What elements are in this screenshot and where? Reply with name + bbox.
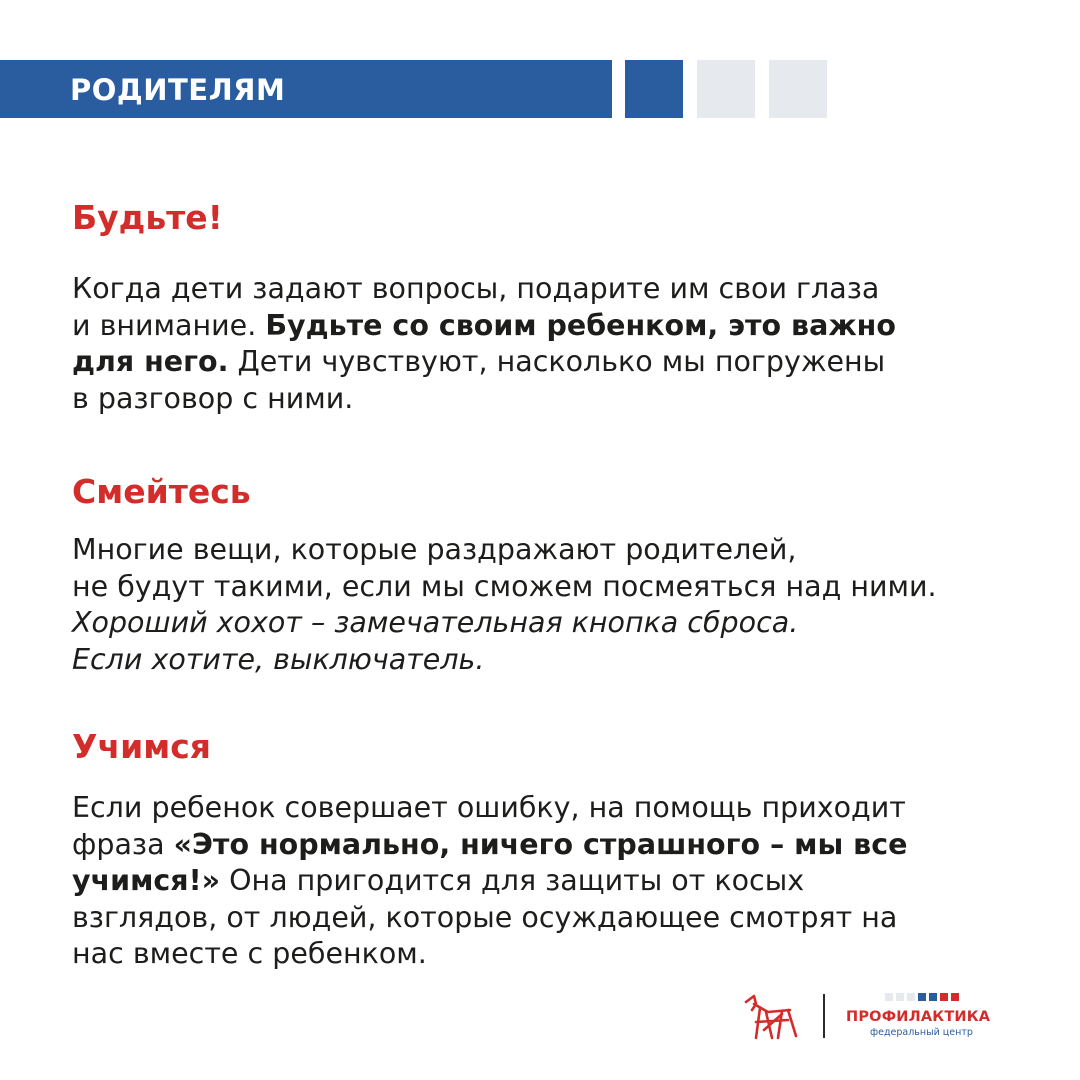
header-square-3 [769, 60, 827, 118]
brand-stripes [885, 993, 961, 1003]
text-run: не будут такими, если мы сможем посмеяться над ними. [72, 569, 937, 603]
text-line [72, 569, 1062, 606]
text-run: Когда дети задают вопросы, подарите им свои глаза [72, 272, 880, 305]
italic-text: Если хотите, выключатель. [72, 642, 485, 676]
section-text-bud-te [72, 271, 1062, 417]
text-run: нас вместе с ребенком. [72, 937, 427, 970]
horse-icon [742, 992, 800, 1040]
text-line [72, 827, 1062, 864]
text-run: Она пригодится для защиты от косых [220, 864, 805, 897]
section-title-uchimsya: Учимся [72, 727, 211, 766]
text-line [72, 308, 1062, 345]
brand-name: ПРОФИЛАКТИКА [846, 1009, 991, 1025]
text-run: Многие вещи, которые раздражают родителей, [72, 533, 797, 566]
text-line [72, 381, 1062, 418]
text-line [72, 642, 1062, 679]
text-line [72, 605, 1062, 642]
text-run: фраза [72, 827, 174, 861]
text-line [72, 344, 1062, 381]
brand-stripe [907, 993, 915, 1001]
text-run: и внимание. [72, 308, 266, 342]
brand-stripe [885, 993, 893, 1001]
section-title-smeytes: Смейтесь [72, 472, 251, 511]
brand-subtitle: федеральный центр [870, 1027, 973, 1038]
section-text-uchimsya [72, 790, 1062, 973]
section-text-smeytes [72, 532, 1062, 678]
page-title: РОДИТЕЛЯМ [70, 73, 286, 107]
bold-text: Будьте со своим ребенком, это важно [265, 308, 896, 342]
text-line [72, 863, 1062, 900]
brand-stripe [951, 993, 959, 1001]
section-title-bud-te: Будьте! [72, 198, 223, 237]
brand-stripe [896, 993, 904, 1001]
bold-text: для него. [72, 345, 229, 378]
brand-stripe [918, 993, 926, 1001]
text-run: Если ребенок совершает ошибку, на помощь приходит [72, 791, 906, 824]
text-line [72, 532, 1062, 569]
text-run: в разговор с ними. [72, 381, 354, 415]
brand-stripe [929, 993, 937, 1001]
brand-stripe [940, 993, 948, 1001]
bold-text: учимся!» [72, 864, 221, 897]
bold-text: «Это нормально, ничего страшного – мы все [173, 827, 908, 861]
text-run: взглядов, от людей, которые осуждающее смотрят на [72, 900, 898, 934]
header-square-1 [625, 60, 683, 118]
italic-text: Хороший хохот – замечательная кнопка сброса. [72, 606, 799, 639]
footer-divider [823, 994, 825, 1038]
text-run: Дети чувствуют, насколько мы погружены [228, 345, 886, 378]
text-line [72, 271, 1062, 308]
text-line [72, 790, 1062, 827]
header-square-2 [697, 60, 755, 118]
text-line [72, 936, 1062, 973]
text-line [72, 900, 1062, 937]
